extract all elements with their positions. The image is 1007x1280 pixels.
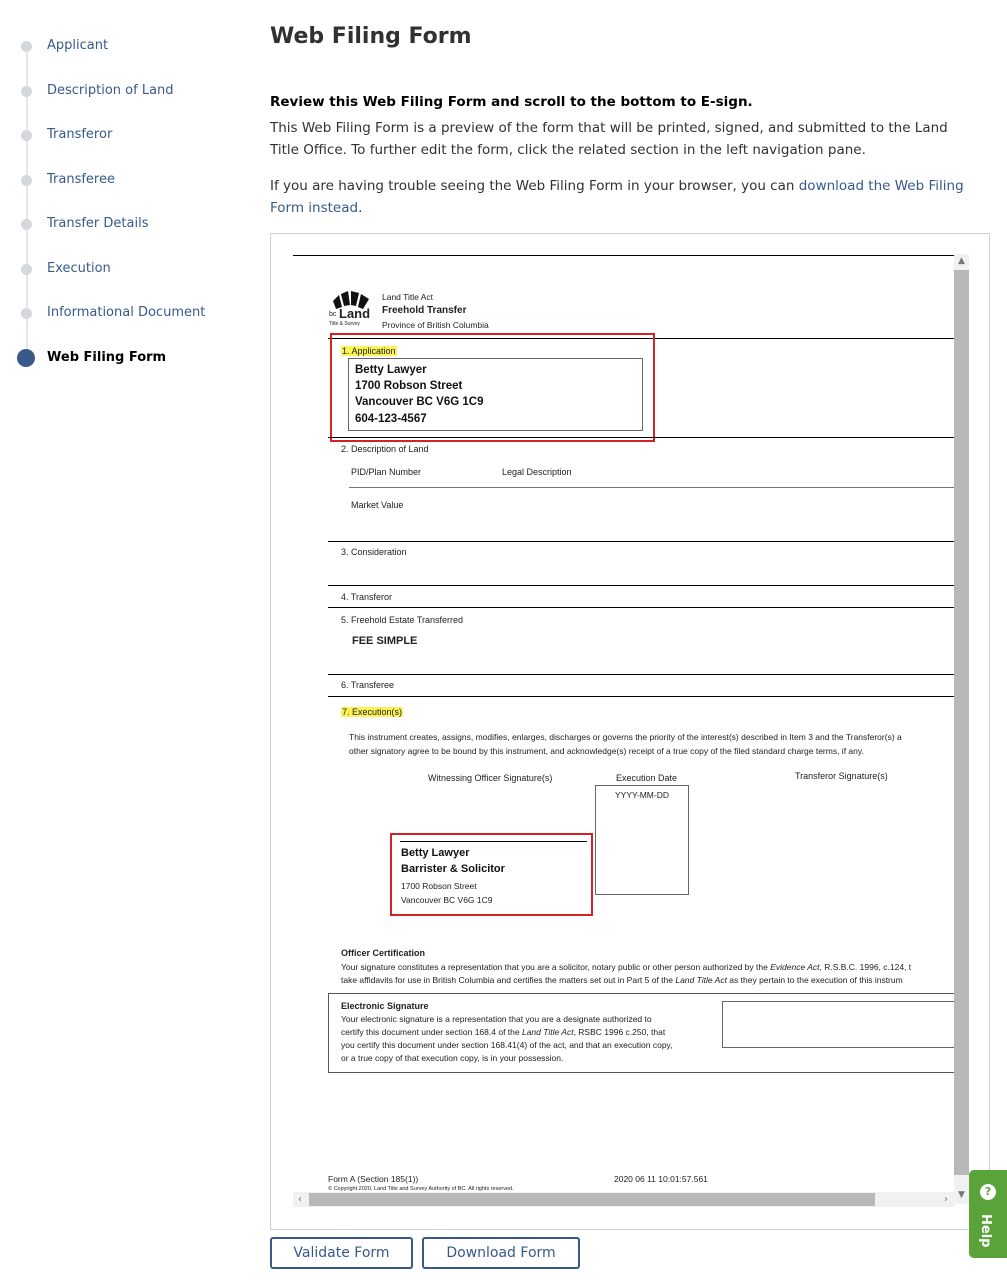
witness-signature-label: Witnessing Officer Signature(s) [428, 773, 553, 783]
step-label[interactable]: Web Filing Form [47, 350, 167, 365]
download-hint-suffix: . [358, 199, 363, 216]
download-form-button[interactable]: Download Form [422, 1237, 580, 1269]
step-dot-icon [21, 308, 32, 319]
step-label[interactable]: Transferee [47, 172, 115, 187]
form-preview-frame[interactable] [270, 233, 990, 1230]
cert-act-name: Land Title Act [675, 975, 727, 985]
top-rule [293, 255, 954, 256]
logo-land: Land [339, 306, 371, 321]
step-dot-icon [21, 130, 32, 141]
execution-date-box [595, 785, 689, 895]
step-web-filing-form[interactable] [0, 347, 250, 371]
logo-bc: bc [329, 311, 337, 318]
officer-city: Vancouver BC V6G 1C9 [401, 895, 493, 905]
applicant-name: Betty Lawyer [355, 364, 427, 376]
step-dot-icon [21, 86, 32, 97]
section-rule [328, 541, 954, 542]
step-transferee[interactable] [0, 169, 250, 193]
page-title: Web Filing Form [270, 24, 472, 49]
esig-line3: you certify this document under section 168.41(4) of the act, and that an execution copy, [341, 1040, 673, 1050]
step-informational-document[interactable] [0, 302, 250, 326]
step-label[interactable]: Transferor [47, 127, 113, 142]
officer-certification-title: Officer Certification [341, 948, 426, 958]
electronic-signature-box [328, 993, 954, 1073]
validate-form-button[interactable]: Validate Form [270, 1237, 413, 1269]
review-instruction: Review this Web Filing Form and scroll to the bottom to E-sign. [270, 94, 753, 110]
step-description-of-land[interactable] [0, 80, 250, 104]
cert-text: Your signature constitutes a representation that you are a solicitor, notary public or other person authorized by the [341, 962, 771, 972]
section-application-label: 1. Application [342, 346, 396, 356]
esig-line1: Your electronic signature is a representation that you are a designate authorized to [341, 1014, 652, 1024]
step-dot-icon [21, 175, 32, 186]
help-label[interactable]: Help [978, 1214, 993, 1248]
officer-name: Betty Lawyer [401, 847, 470, 859]
logo-subtitle: Title & Survey [329, 321, 360, 327]
execution-text-line2: other signatory agree to be bound by this instrument, and acknowledge(s) receipt of a true copy of the filed standard charge terms, if any. [349, 746, 864, 756]
form-footer-copyright: © Copyright 2020, Land Title and Survey Authority of BC. All rights reserved. [328, 1186, 514, 1192]
officer-street: 1700 Robson Street [401, 881, 477, 891]
preview-description: This Web Filing Form is a preview of the form that will be printed, signed, and submitted to the Land Title Office. To further edit the form, click the related section in the left navigation pane. [270, 120, 948, 158]
step-dot-active-icon [17, 349, 35, 367]
applicant-phone: 604-123-4567 [355, 413, 427, 425]
section-transferee-label: 6. Transferee [341, 680, 395, 690]
officer-title: Barrister & Solicitor [401, 863, 505, 875]
step-label[interactable]: Applicant [47, 38, 109, 53]
section-rule [328, 696, 954, 697]
step-transferor[interactable] [0, 124, 250, 148]
step-label[interactable]: Description of Land [47, 83, 174, 98]
step-applicant[interactable] [0, 35, 250, 59]
section-rule [328, 585, 954, 586]
step-dot-icon [21, 219, 32, 230]
section-rule [328, 607, 954, 608]
esig-text: certify this document under section 168.4 of the [341, 1027, 522, 1037]
execution-date-label: Execution Date [616, 773, 678, 783]
section-rule [328, 674, 954, 675]
section-description-label: 2. Description of Land [341, 444, 429, 454]
help-tab[interactable] [969, 1170, 1007, 1258]
form-footer-timestamp: 2020 06 11 10:01:57.561 [614, 1174, 708, 1184]
download-form-link[interactable]: download the Web Filing Form instead [270, 178, 964, 216]
form-footer-id: Form A (Section 185(1)) [328, 1174, 419, 1184]
horizontal-scroll-thumb[interactable] [309, 1193, 875, 1206]
download-hint [270, 176, 980, 219]
transferor-signature-label: Transferor Signature(s) [795, 771, 888, 781]
download-hint-text: If you are having trouble seeing the Web Filing Form in your browser, you can [270, 178, 799, 194]
signature-rule [400, 841, 587, 842]
step-execution[interactable] [0, 258, 250, 282]
progress-stepper [0, 0, 250, 400]
step-label[interactable]: Execution [47, 261, 111, 276]
cert-act-name: Evidence Act [770, 962, 820, 972]
date-placeholder: YYYY-MM-DD [615, 790, 669, 800]
esig-text: , RSBC 1996 c.250, that [573, 1027, 666, 1037]
section-transferor-label: 4. Transferor [341, 592, 393, 602]
cert-text: take affidavits for use in British Columbia and certifies the matters set out in Part 5 of the [341, 975, 676, 985]
field-rule [349, 487, 954, 488]
scroll-up-icon[interactable]: ▲ [958, 256, 965, 266]
step-transfer-details[interactable] [0, 213, 250, 237]
scroll-down-icon[interactable]: ▼ [958, 1190, 965, 1200]
esig-title: Electronic Signature [341, 1001, 429, 1011]
officer-certification-line1 [341, 962, 911, 972]
form-name: Freehold Transfer [382, 305, 467, 316]
applicant-city: Vancouver BC V6G 1C9 [355, 396, 484, 408]
pid-label: PID/Plan Number [351, 467, 422, 477]
scroll-left-icon[interactable]: ‹ [298, 1194, 302, 1205]
execution-text-line1: This instrument creates, assigns, modifies, enlarges, discharges or governs the priority of the interest(s) described in Item 3 and the Transferor(s) a [349, 732, 902, 742]
esig-line2 [341, 1027, 665, 1037]
esig-line4: or a true copy of that execution copy, is in your possession. [341, 1053, 564, 1063]
horizontal-scrollbar[interactable] [293, 1192, 955, 1207]
step-label[interactable]: Transfer Details [47, 216, 149, 231]
section-execution-label: 7. Execution(s) [342, 707, 403, 717]
esig-act-name: Land Title Act [521, 1027, 574, 1037]
section-consideration-label: 3. Consideration [341, 547, 407, 557]
question-icon: ? [980, 1184, 996, 1200]
applicant-street: 1700 Robson Street [355, 380, 463, 392]
esig-signature-field[interactable] [722, 1001, 954, 1048]
form-document [271, 234, 954, 1206]
officer-certification-line2 [341, 975, 903, 985]
step-dot-icon [21, 41, 32, 52]
legal-description-label: Legal Description [502, 467, 572, 477]
estate-value: FEE SIMPLE [352, 635, 418, 647]
vertical-scrollbar[interactable] [954, 254, 969, 1204]
section-rule [328, 437, 954, 438]
step-dot-icon [21, 264, 32, 275]
form-province: Province of British Columbia [382, 320, 489, 330]
step-label[interactable]: Informational Document [47, 305, 206, 320]
form-act: Land Title Act [382, 292, 434, 302]
section-estate-label: 5. Freehold Estate Transferred [341, 615, 464, 625]
ltsa-logo [329, 291, 373, 331]
scroll-right-icon[interactable]: › [944, 1194, 948, 1205]
market-value-label: Market Value [351, 500, 404, 510]
cert-text: as they pertain to the execution of this instrum [726, 975, 903, 985]
vertical-scroll-thumb[interactable] [954, 270, 969, 1175]
cert-text: , R.S.B.C. 1996, c.124, t [819, 962, 912, 972]
applicant-highlight-frame [330, 333, 655, 442]
